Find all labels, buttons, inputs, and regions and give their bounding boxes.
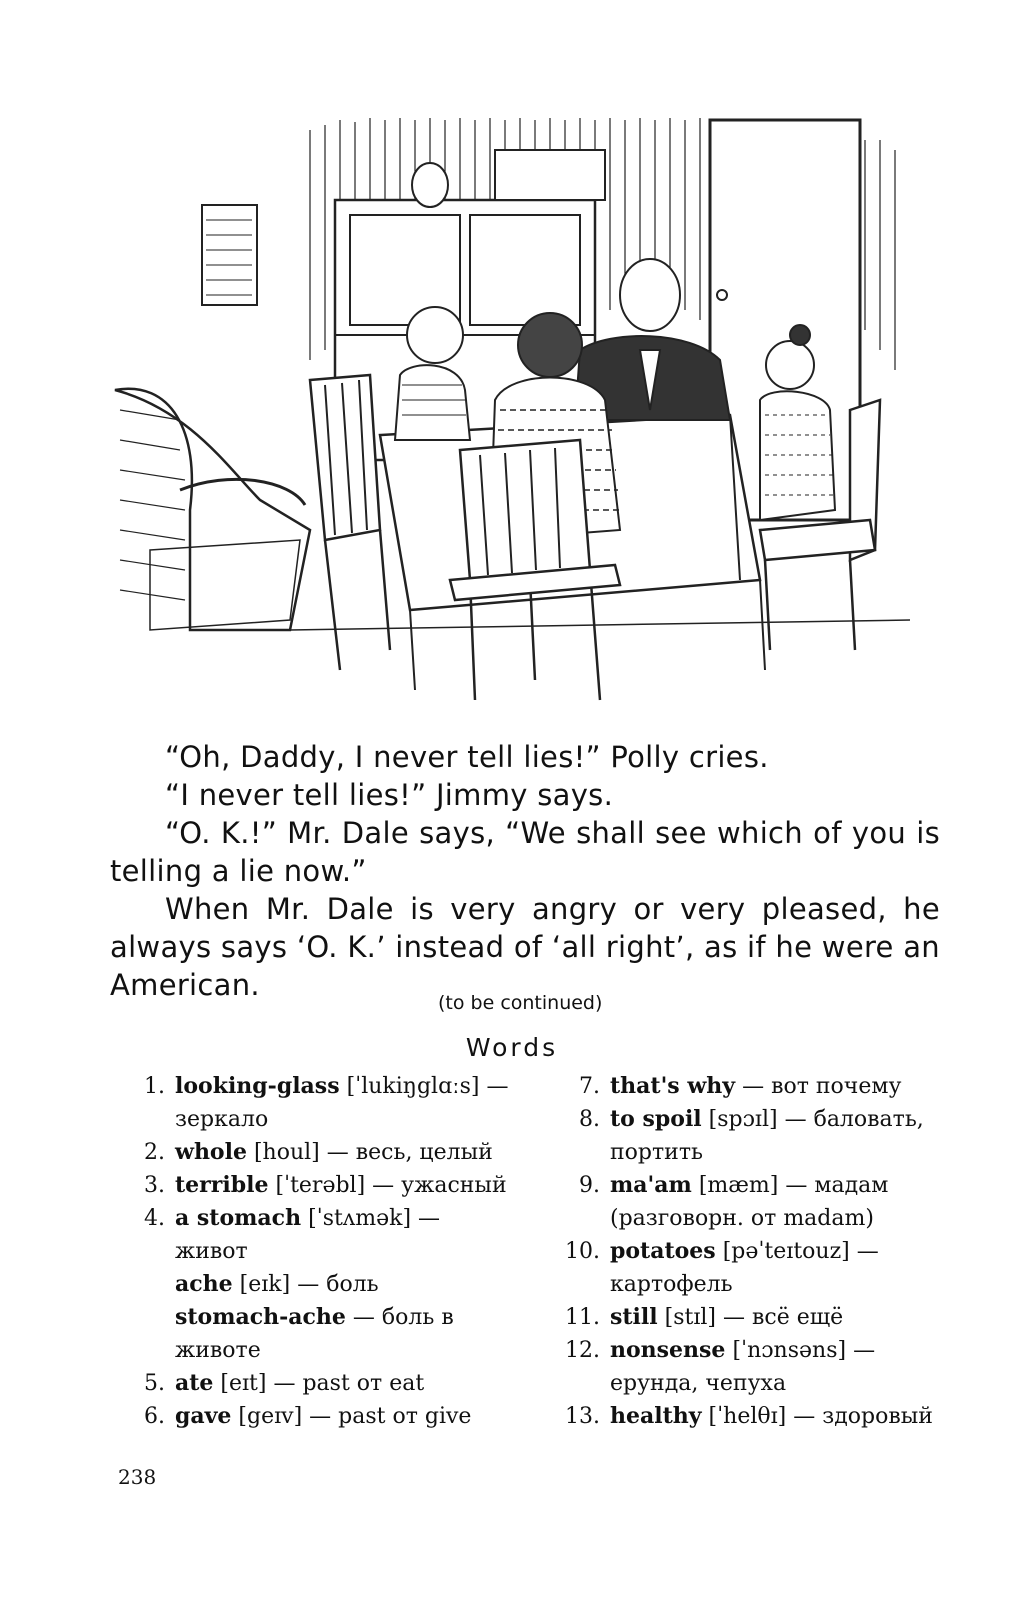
vocab-item: stomach-ache — боль в животе xyxy=(175,1304,454,1363)
vocab-item: 9. ma'am [mæm] — мадам (разговорн. от madam) xyxy=(579,1172,889,1231)
story-line: “O. K.!” Mr. Dale says, “We shall see which of you is telling a lie now.” xyxy=(110,816,940,888)
vocab-item: 10. potatoes [pəˈteɪtouz] — картофель xyxy=(565,1238,879,1297)
floor xyxy=(290,620,910,630)
story-line: “I never tell lies!” Jimmy says. xyxy=(165,778,614,812)
vocab-item: ache [eɪk] — боль xyxy=(175,1271,379,1297)
words-heading: Words xyxy=(465,1033,559,1062)
vocab-item: 5. ate [eɪt] — past от eat xyxy=(144,1370,425,1396)
dinner-illustration xyxy=(110,110,930,710)
vocab-item: 12. nonsense [ˈnɔnsəns] — ерунда, чепуха xyxy=(565,1337,876,1396)
vocab-item: 2. whole [houl] — весь, целый xyxy=(144,1139,493,1165)
vocab-item: 6. gave [geɪv] — past от give xyxy=(144,1403,472,1429)
to-be-continued: (to be continued) xyxy=(438,992,603,1014)
vocab-item: 8. to spoil [spɔɪl] — баловать, портить xyxy=(579,1106,924,1165)
vocab-item: 11. still [stɪl] — всё ещё xyxy=(565,1304,844,1330)
vocab-item: 4. a stomach [ˈstʌmək] — живот xyxy=(144,1205,441,1264)
story-text xyxy=(110,738,940,1004)
armchair xyxy=(115,389,310,630)
vocab-column-right xyxy=(555,1070,950,1433)
page-number: 238 xyxy=(118,1465,157,1489)
vocab-item: 3. terrible [ˈterəbl] — ужасный xyxy=(144,1172,507,1198)
vase xyxy=(412,163,448,207)
vocab-column-left xyxy=(120,1070,515,1433)
story-line: “Oh, Daddy, I never tell lies!” Polly cries. xyxy=(165,740,769,774)
story-line: When Mr. Dale is very angry or very pleased, he always says ‘O. K.’ instead of ‘all right’, as if he were an American. xyxy=(110,892,940,1002)
vocab-item: 7. that's why — вот почему xyxy=(579,1073,902,1099)
vocab-item: 13. healthy [ˈhelθɪ] — здоровый xyxy=(565,1403,933,1429)
vocab-item: 1. looking-glass [ˈlukiŋglɑːs] — зеркало xyxy=(144,1073,509,1132)
